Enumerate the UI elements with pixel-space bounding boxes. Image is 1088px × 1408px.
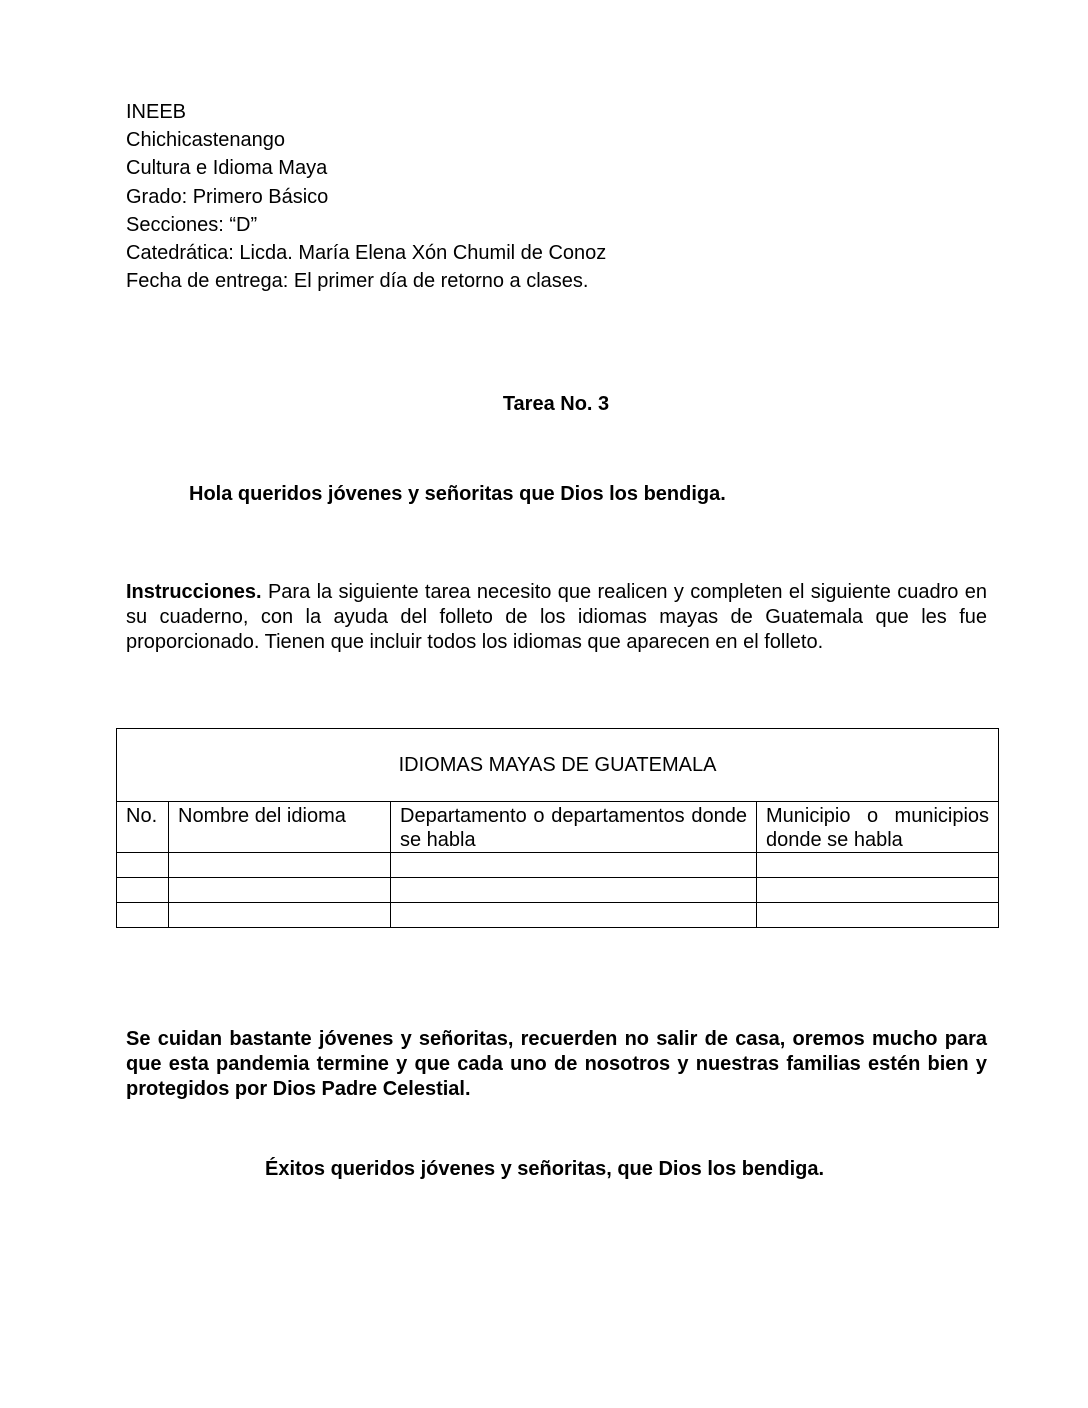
table-cell [391, 903, 757, 928]
column-header-municipalities: Municipio o municipios donde se habla [757, 802, 999, 853]
column-header-language-name: Nombre del idioma [169, 802, 391, 853]
table-cell [117, 878, 169, 903]
table-cell [391, 853, 757, 878]
instructions-body: Para la siguiente tarea necesito que realicen y completen el siguiente cuadro en su cuaderno, con la ayuda del folleto de los idiomas mayas de Guatemala que les fue proporcionado. Tienen que incluir todos los idiomas que aparecen en el folleto. [126, 581, 987, 653]
table-row [117, 853, 999, 878]
farewell-line: Éxitos queridos jóvenes y señoritas, que Dios los bendiga. [265, 1158, 825, 1180]
table-cell [757, 853, 999, 878]
instructions-lead: Instrucciones. [126, 581, 262, 603]
table-row [117, 903, 999, 928]
column-header-departments: Departamento o departamentos donde se habla [391, 802, 757, 853]
mayan-languages-table [116, 728, 999, 928]
table-cell [757, 878, 999, 903]
grade-line: Grado: Primero Básico [126, 185, 329, 208]
table-cell [169, 903, 391, 928]
table-cell [169, 878, 391, 903]
greeting: Hola queridos jóvenes y señoritas que Dios los bendiga. [189, 483, 726, 505]
course-name: Cultura e Idioma Maya [126, 157, 328, 180]
task-title: Tarea No. 3 [502, 393, 610, 415]
school-name: INEEB [126, 101, 187, 123]
column-header-number: No. [117, 802, 169, 853]
table-row [117, 878, 999, 903]
table-cell [757, 903, 999, 928]
due-date-line: Fecha de entrega: El primer día de retorno a clases. [126, 270, 589, 293]
table-cell [169, 853, 391, 878]
teacher-line: Catedrática: Licda. María Elena Xón Chumil de Conoz [126, 242, 607, 265]
document-header [126, 98, 606, 295]
table-title: IDIOMAS MAYAS DE GUATEMALA [117, 729, 999, 802]
instructions-paragraph [126, 580, 987, 655]
table-header-row [117, 802, 999, 853]
table-cell [117, 853, 169, 878]
town-name: Chichicastenango [126, 129, 285, 152]
table-cell [391, 878, 757, 903]
sections-line: Secciones: “D” [126, 213, 258, 236]
closing-paragraph: Se cuidan bastante jóvenes y señoritas, recuerden no salir de casa, oremos mucho para que esta pandemia termine y que cada uno de nosotros y nuestras familias estén bien y protegidos por Dios Padre Celestial. [126, 1028, 987, 1100]
table-cell [117, 903, 169, 928]
